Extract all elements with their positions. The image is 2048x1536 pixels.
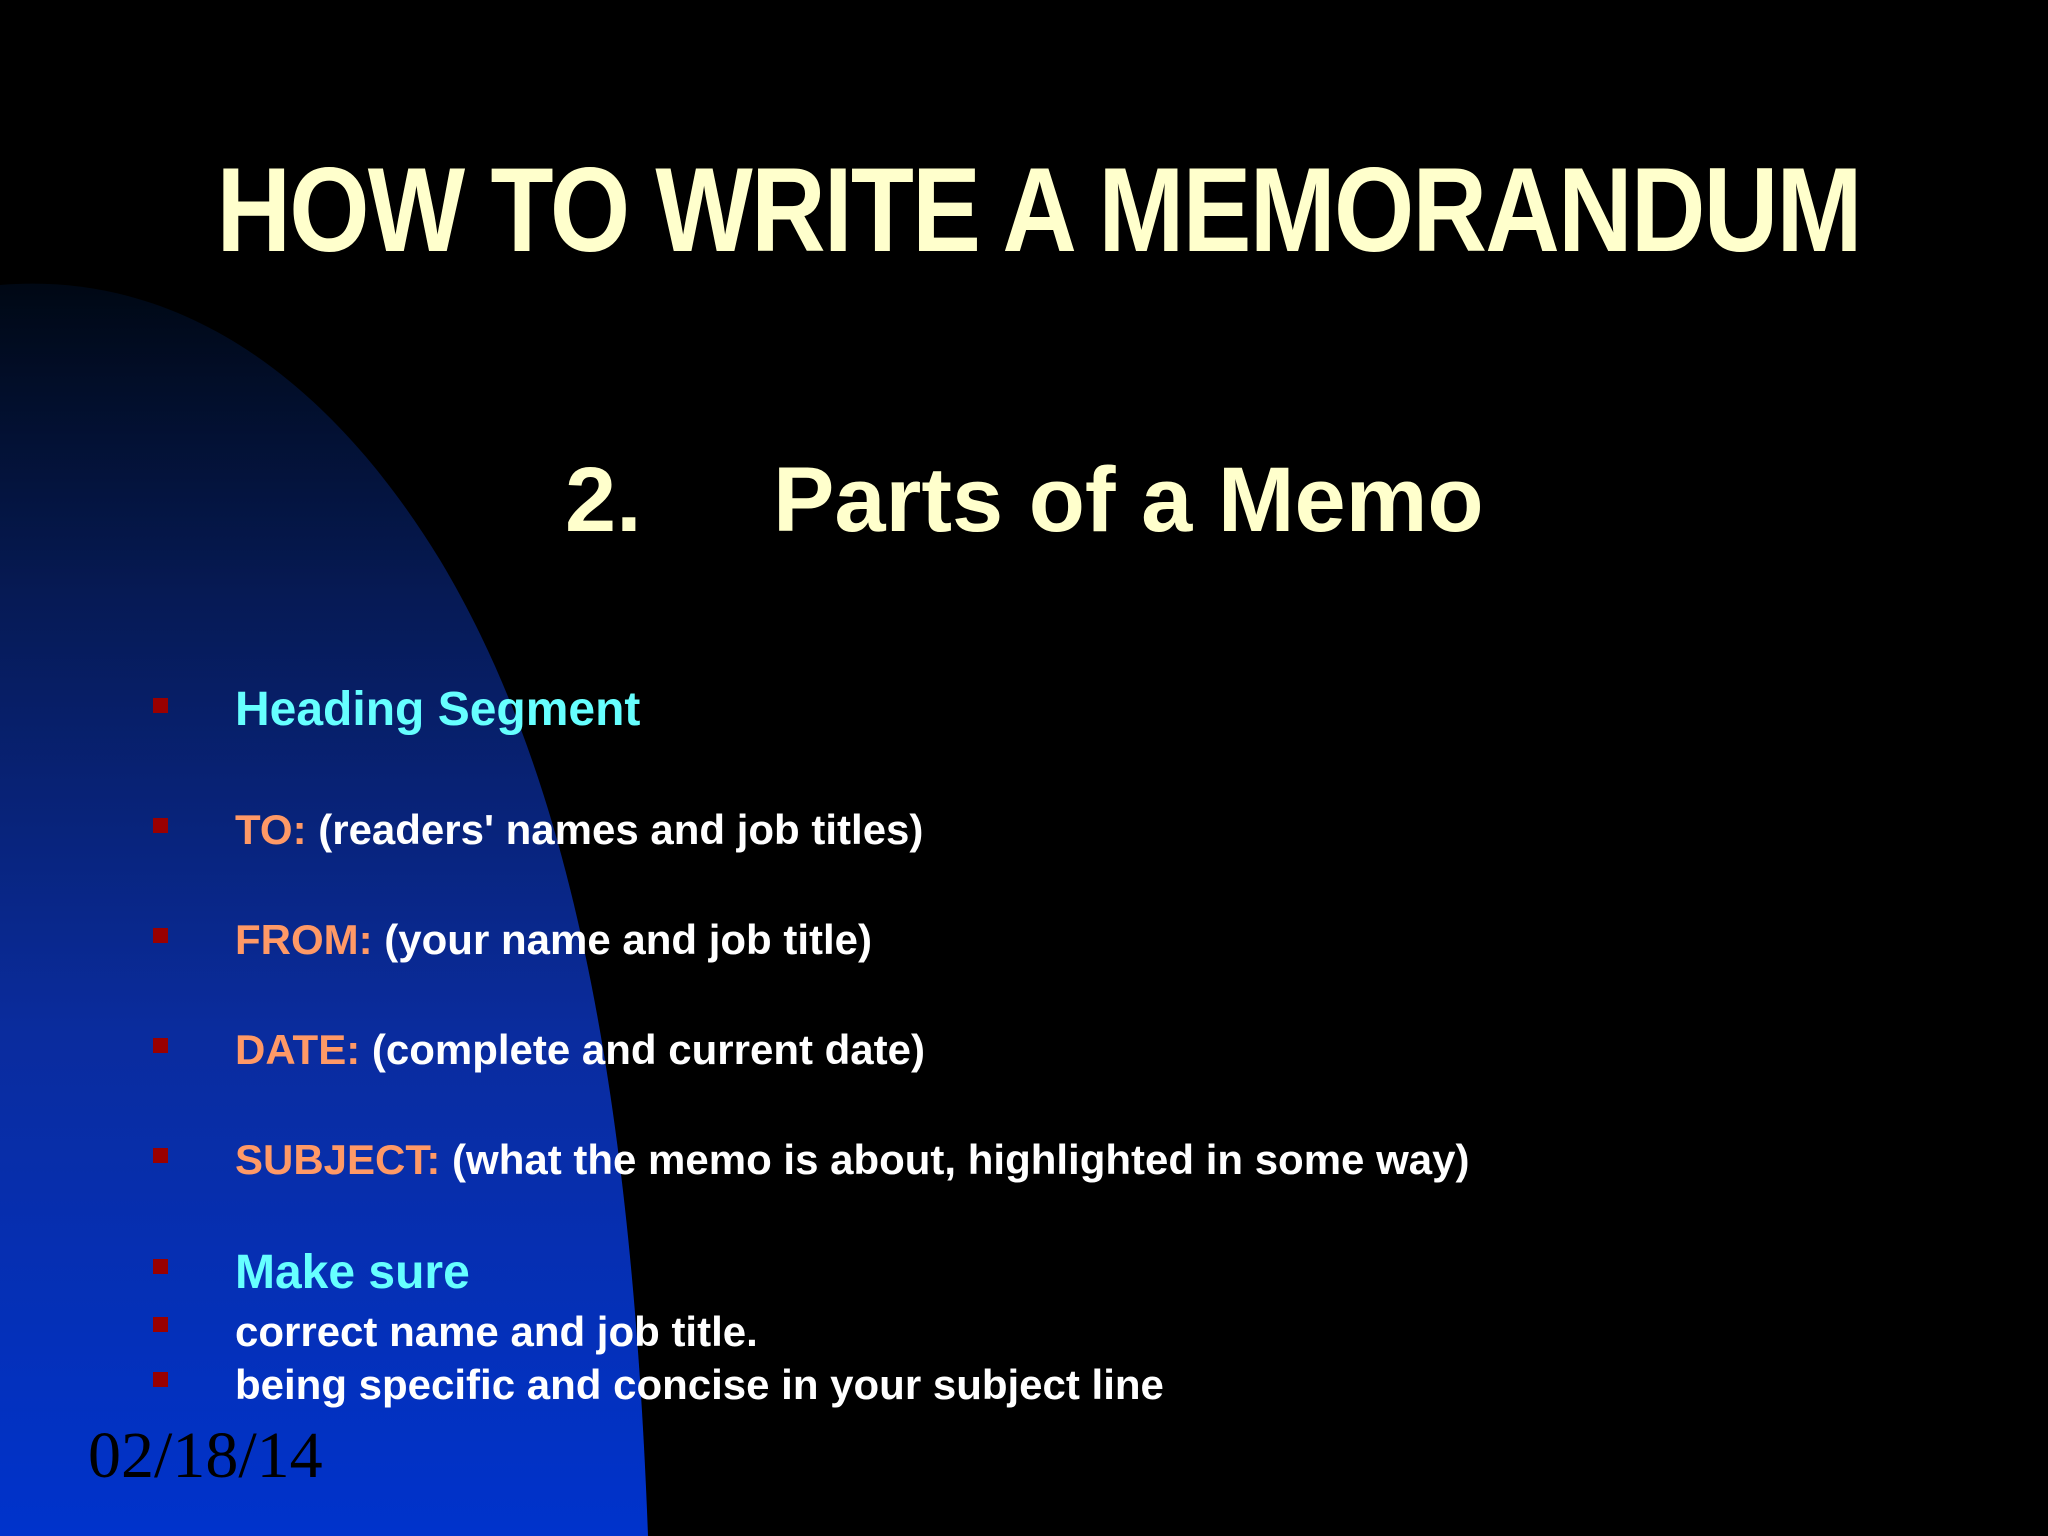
- bullet-label: DATE:: [235, 1026, 361, 1073]
- bullet-text: (your name and job title): [372, 916, 873, 963]
- bullet-square-icon: [153, 698, 168, 713]
- bullet-text: being specific and concise in your subject line: [235, 1361, 1164, 1408]
- bullet-text: (readers' names and job titles): [306, 806, 924, 853]
- subtitle-number: 2.: [565, 449, 642, 551]
- bullet-square-icon: [153, 1317, 168, 1332]
- bullet-square-icon: [153, 1259, 168, 1274]
- bullet-square-icon: [153, 1372, 168, 1387]
- bullet-text: (complete and current date): [360, 1026, 925, 1073]
- bullet-square-icon: [153, 818, 168, 833]
- slide-title: HOW TO WRITE A MEMORANDUM: [216, 143, 1861, 277]
- bullet-square-icon: [153, 1148, 168, 1163]
- bullet-label: Make sure: [235, 1246, 470, 1299]
- bullet-text: (what the memo is about, highlighted in some way): [440, 1136, 1470, 1183]
- bullet-square-icon: [153, 1038, 168, 1053]
- bullet-label: SUBJECT:: [235, 1136, 441, 1183]
- slide-subtitle: [565, 445, 1484, 555]
- bullet-label: TO:: [235, 806, 307, 853]
- bullet-label: FROM:: [235, 916, 373, 963]
- bullet-square-icon: [153, 928, 168, 943]
- bullet-label: Heading Segment: [235, 683, 641, 736]
- slide-date: 02/18/14: [88, 1419, 323, 1492]
- subtitle-text: Parts of a Memo: [773, 449, 1484, 551]
- bullet-text: correct name and job title.: [235, 1308, 758, 1355]
